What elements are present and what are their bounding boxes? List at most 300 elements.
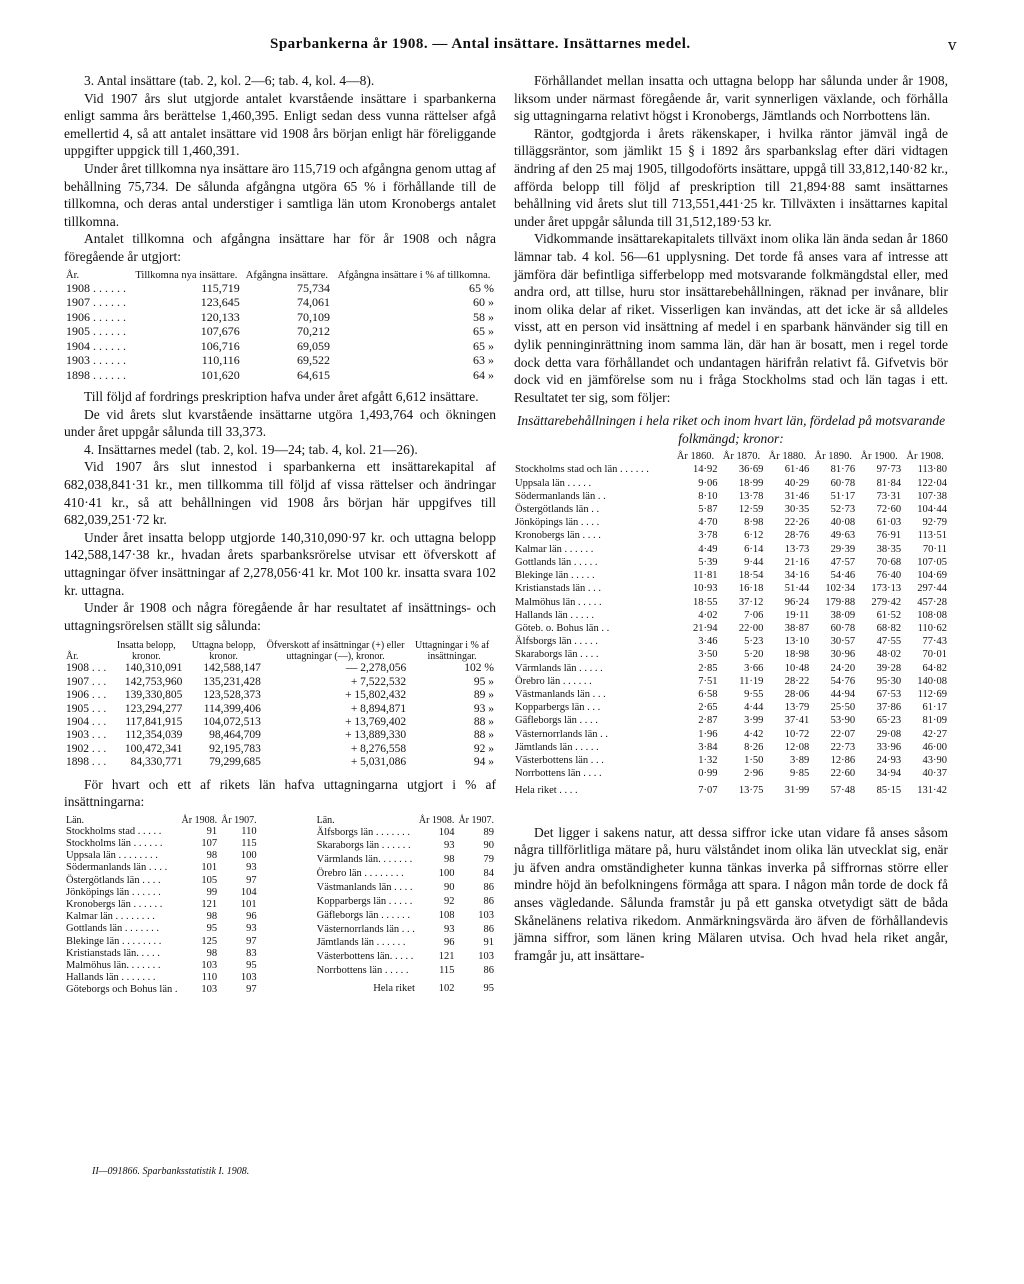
table-cell: 110 (241, 825, 257, 837)
table-cell: 1907 . . . (66, 675, 107, 688)
table-row (514, 767, 948, 780)
table-cell: 39·28 (876, 662, 902, 674)
table-cell: 61·52 (876, 609, 902, 621)
uttag-lan-tables (64, 815, 496, 997)
table-cell: 110 (201, 972, 218, 984)
table-cell: 114,399,406 (203, 702, 261, 715)
table-cell: 81·84 (876, 477, 902, 489)
table-cell: + 8,894,871 (350, 702, 407, 715)
table-cell: 11·19 (739, 675, 764, 687)
table-row (315, 881, 496, 895)
table-cell: 107,676 (200, 324, 240, 339)
table-cell: 38·09 (830, 609, 856, 621)
table-cell: 67·53 (876, 688, 902, 700)
table-cell: 28·76 (784, 530, 810, 542)
table-cell: 1906 . . . (66, 689, 107, 702)
table-cell: 28·06 (784, 688, 810, 700)
table-row (64, 743, 496, 756)
table-cell: 40·37 (922, 768, 947, 780)
table-cell: 93 » (473, 702, 494, 715)
table-cell: 49·63 (830, 530, 856, 542)
table-cell: 1898 . . . . . . (66, 367, 126, 382)
table-cell: 9·85 (790, 768, 810, 780)
table-row (514, 556, 948, 569)
table-row (315, 840, 496, 854)
table-cell: Västmanlands län . . . . (316, 881, 413, 893)
table-cell: 64 » (473, 367, 494, 382)
table-cell: 36·69 (738, 464, 764, 476)
table-cell: 279·42 (871, 596, 902, 608)
table-cell: 61·17 (922, 702, 947, 714)
table-cell: 90 (483, 840, 494, 852)
table-row (514, 675, 948, 688)
table-cell: 9·44 (744, 556, 764, 568)
table-cell: 89 » (473, 689, 494, 702)
table-row (514, 569, 948, 582)
table-row (315, 964, 496, 978)
table-row (64, 887, 259, 899)
table-cell: 9·06 (698, 477, 718, 489)
table-row (64, 716, 496, 729)
table-cell: 70·11 (922, 543, 947, 555)
table-cell: 86 (483, 923, 494, 935)
table-cell: Jönköpings län . . . . . . (66, 886, 161, 898)
total-cell: 102 (438, 983, 455, 995)
table-cell: 86 (483, 965, 494, 977)
table-row (514, 609, 948, 622)
table-row (64, 923, 259, 935)
table-cell: Blekinge län . . . . . . . . (66, 935, 162, 947)
table-row (64, 875, 259, 887)
table-cell: 29·39 (830, 543, 856, 555)
col-header: Öfverskott af insättningar (+) eller uttagningar (—), kronor. (266, 640, 405, 663)
table-cell: 29·08 (876, 728, 902, 740)
table-cell: 4·49 (698, 543, 718, 555)
table-cell: 110,116 (201, 353, 240, 368)
table-cell: 48·02 (876, 649, 902, 661)
table-cell: 73·31 (876, 490, 902, 502)
table-cell: 4·42 (744, 728, 764, 740)
table-cell: 13·79 (784, 702, 810, 714)
table-row (64, 353, 496, 368)
table-cell: 142,588,147 (203, 662, 261, 675)
table-cell: Kalmar län . . . . . . . . (66, 911, 155, 923)
paragraph: Räntor, godtgjorda i årets räkenskaper, i hvilka räntor jämväl ingå de tilläggsräntor, som jämlikt 15 § i 1892 års sparbankslag efter däri vidtagen ändring af den 25 maj 1905, tillgodoförts insättare, uppgå till 33,812,140·82 kr., afförda belopp till följd af preskription till 21,894·88 samt insättarnes behållning vid årets slut till 713,551,441·25 kr. Tillväxten i insättarnes kapital under året uppgår sålunda till 31,512,189·53 kr. (514, 125, 948, 229)
table-row (315, 867, 496, 881)
table-cell: 86 (483, 881, 494, 893)
table-cell: 54·46 (830, 570, 856, 582)
uttag-lan-table-b (315, 815, 496, 997)
table-cell: 65·23 (876, 715, 902, 727)
table-row (64, 310, 496, 325)
col-header: År 1900. (860, 451, 898, 463)
table-cell: Gottlands län . . . . . . . (66, 923, 160, 935)
table-cell: 10·48 (784, 662, 810, 674)
table-cell: Kalmar län . . . . . . (515, 543, 594, 555)
col-header: År. (66, 269, 80, 281)
table-cell: 103 (478, 909, 494, 921)
table-row (315, 826, 496, 840)
table-cell: 6·58 (698, 688, 718, 700)
table-cell: Norrbottens län . . . . (515, 768, 602, 780)
table-row (315, 909, 496, 923)
table-cell: 81·09 (922, 715, 947, 727)
table-cell: 64·82 (922, 662, 947, 674)
table-cell: 2·65 (698, 702, 718, 714)
table-cell: 13·78 (738, 490, 764, 502)
table-cell: 6·12 (744, 530, 764, 542)
table-row (514, 635, 948, 648)
col-header: Uttagna belopp, kronor. (191, 640, 256, 663)
table-cell: 93 (246, 923, 257, 935)
table-cell: 65 » (473, 338, 494, 353)
table-cell: 14·92 (692, 464, 718, 476)
table-cell: 12·08 (784, 741, 810, 753)
table-cell: 8·98 (744, 517, 764, 529)
insattare-table (64, 270, 496, 383)
table-row (64, 899, 259, 911)
table-cell: 69,522 (296, 353, 330, 368)
table-row (64, 984, 259, 996)
table-cell: 98 (206, 947, 218, 959)
table-cell: 22·73 (830, 741, 856, 753)
table-cell: 105 (201, 874, 218, 886)
paragraph: Förhållandet mellan insatta och uttagna belopp har sålunda under år 1908, liksom under närmast föregående år, varit synnerligen växlande, och förhålla sig uttagningarna relativt högst i Kronobergs, Jämtlands och Norrbottens län. (514, 73, 948, 124)
table-row (514, 463, 948, 476)
table-cell: 106,716 (200, 338, 240, 353)
paragraph: Vid 1907 års slut utgjorde antalet kvarstående insättare i sparbankerna enligt samma års berättelse 1,460,395. Enligt sedan dess vunna rättelser afgå emellertid 4, så att antalet insättare vid 1908 års början enligt här föreliggande uppgifter uppgick till 1,460,391. (64, 90, 496, 159)
table-cell: 47·57 (830, 556, 856, 568)
table-cell: 4·44 (744, 702, 764, 714)
table-cell: 79,299,685 (209, 756, 261, 769)
table-cell: 3·84 (698, 741, 718, 753)
table-row (64, 756, 496, 769)
table-cell: 77·43 (922, 636, 947, 648)
table-cell: Jönköpings län . . . . (515, 517, 600, 529)
table-cell: Kristianstads län . . . (515, 583, 602, 595)
table-cell: 70·01 (922, 649, 947, 661)
table-cell: 107 (201, 837, 218, 849)
paragraph: Vid 1907 års slut innestod i sparbankerna ett insättarekapital af 682,038,841·31 kr., men tillkomma till följd af vissa rättelser och ändringar 410·41 kr., så att behållningen vid 1908 års början här uppgifves till 682,039,251·72 kr. (64, 459, 496, 528)
table-cell: Blekinge län . . . . . (515, 570, 595, 582)
table-cell: 95 (246, 960, 257, 972)
table-cell: 115 (439, 965, 455, 977)
table-cell: 76·91 (876, 530, 902, 542)
col-header: År 1880. (768, 451, 806, 463)
table-cell: 22·60 (830, 768, 856, 780)
table-cell: 34·94 (876, 768, 902, 780)
table-cell: 93 (246, 862, 257, 874)
total-cell: 13·75 (738, 785, 764, 797)
table-cell: 47·55 (876, 636, 902, 648)
table-cell: 53·90 (830, 715, 856, 727)
table-cell: 1902 . . . (66, 742, 107, 755)
table-cell: 7·51 (698, 675, 718, 687)
table-row (64, 729, 496, 742)
table-cell: 5·20 (744, 649, 764, 661)
table-cell: 31·46 (784, 490, 810, 502)
table-cell: 25·50 (830, 702, 856, 714)
table-cell: 3·99 (744, 715, 764, 727)
table-cell: 92·79 (922, 517, 947, 529)
table-cell: 24·20 (830, 662, 856, 674)
table-cell: 103 (240, 972, 257, 984)
table-row (514, 503, 948, 516)
table-cell: 3·46 (698, 636, 718, 648)
table-row (514, 662, 948, 675)
table-cell: 125 (201, 935, 218, 947)
table-cell: 95 » (473, 675, 494, 688)
table-cell: 107·38 (917, 490, 947, 502)
table-cell: 69,059 (296, 338, 330, 353)
table-cell: 51·17 (830, 490, 856, 502)
table-cell: 1903 . . . . . . (66, 353, 126, 368)
table-cell: 43·90 (922, 754, 947, 766)
table-cell: 92 (443, 895, 455, 907)
table-cell: 70,109 (296, 309, 330, 324)
table-cell: Södermanlands län . . (515, 490, 606, 502)
table-cell: 7·06 (744, 609, 764, 621)
table-cell: Malmöhus län . . . . . (515, 596, 602, 608)
table-cell: 13·73 (784, 543, 810, 555)
table-cell: 1905 . . . (66, 702, 107, 715)
table-cell: 61·03 (876, 517, 902, 529)
table-cell: Stockholms stad och län . . . . . . (515, 464, 649, 476)
table-cell: 3·50 (698, 649, 718, 661)
total-cell: Hela riket (373, 983, 415, 995)
table-cell: 1903 . . . (66, 729, 107, 742)
table-cell: Värmlands län . . . . . (515, 662, 603, 674)
table-row (315, 937, 496, 951)
table-cell: 110·62 (917, 622, 947, 634)
col-header: År. (66, 651, 79, 663)
page-footer: II—091866. Sparbanksstatistik I. 1908. (92, 1166, 250, 1177)
table-cell: 30·35 (784, 504, 810, 516)
total-cell: Hela riket . . . . (515, 785, 578, 797)
table-cell: 113·80 (917, 464, 947, 476)
paragraph: Under året insatta belopp utgjorde 140,310,090·97 kr. och uttagna belopp 142,588,147·38 kr., hvadan årets sparbanksrörelse utvisar ett öfverskott af uttagningar öfver insättningar af 2,278,056·41 kr. Mot 100 kr. insatta svara 102 kr. uttagna. (64, 529, 496, 598)
table-cell: 83 (246, 947, 257, 959)
table-cell: 8·10 (698, 490, 718, 502)
table-cell: 97 (246, 935, 257, 947)
table-cell: 101 (240, 899, 257, 910)
table-cell: 30·96 (830, 649, 856, 661)
total-cell: 95 (483, 983, 494, 995)
table-row (64, 368, 496, 383)
table-cell: 113·51 (917, 530, 947, 542)
table-row (514, 648, 948, 661)
table-cell: 121 (438, 951, 455, 963)
table-cell: 96 (246, 911, 257, 923)
table-cell: 94 » (473, 756, 494, 769)
table-cell: 96·24 (784, 596, 810, 608)
table-cell: 173·13 (871, 583, 902, 595)
table-cell: 51·44 (784, 583, 810, 595)
table-caption: Insättarebehållningen i hela riket och inom hvart län, fördelad på motsvarande folkmängd; kronor: (516, 413, 946, 446)
table-cell: 103 (478, 951, 494, 963)
table-cell: 2·87 (698, 715, 718, 727)
table-row (64, 324, 496, 339)
table-cell: 4·02 (698, 609, 718, 621)
table-cell: 98 (443, 854, 455, 866)
table-row (64, 281, 496, 296)
table-cell: Örebro län . . . . . . . . (316, 868, 404, 880)
paragraph: Antalet tillkomna och afgångna insättare har för år 1908 och några föregående år utgjort: (64, 231, 496, 264)
table-cell: 140,310,091 (124, 662, 183, 675)
table-cell: Västernorrlands län . . . (316, 923, 415, 935)
table-cell: 60·78 (830, 477, 856, 489)
table-cell: Älfsborgs län . . . . . . . (316, 826, 411, 838)
table-cell: 74,061 (296, 295, 330, 310)
table-row (514, 728, 948, 741)
total-cell: 31·99 (784, 785, 810, 797)
table-cell: 112·69 (917, 688, 947, 700)
table-cell: Östergötlands län . . (515, 504, 600, 516)
table-cell: Stockholms län . . . . . . (66, 837, 163, 849)
table-cell: 81·76 (830, 464, 856, 476)
table-row (64, 295, 496, 310)
col-header: År 1870. (722, 451, 761, 463)
table-row (315, 895, 496, 909)
table-cell: 28·22 (784, 675, 810, 687)
table-cell: 60·78 (830, 622, 856, 634)
table-cell: 112,354,039 (125, 729, 183, 742)
table-cell: 98,464,709 (209, 729, 261, 742)
table-cell: 12·86 (830, 754, 856, 766)
table-row (315, 950, 496, 964)
col-header: År 1908. (418, 814, 455, 826)
table-cell: Östergötlands län . . . . (66, 874, 161, 886)
table-cell: 88 » (473, 715, 494, 728)
table-cell: 97 (246, 874, 257, 886)
table-cell: 63 » (473, 353, 494, 368)
table-cell: 103 (201, 984, 218, 996)
table-cell: 297·44 (917, 583, 947, 595)
table-cell: 38·87 (784, 622, 810, 634)
table-cell: Norrbottens län . . . . . (316, 965, 409, 977)
total-cell: 57·48 (830, 785, 856, 797)
table-cell: 6·14 (744, 543, 764, 555)
table-row (64, 339, 496, 354)
table-row (315, 923, 496, 937)
total-row (315, 978, 496, 997)
table-cell: Kronobergs län . . . . . . (66, 899, 163, 910)
table-cell: 3·66 (744, 662, 764, 674)
col-header: Uttagningar i % af insättningar. (415, 640, 490, 663)
table-row (514, 741, 948, 754)
table-cell: 2·85 (698, 662, 718, 674)
table-cell: 115,719 (201, 280, 240, 295)
table-cell: 88 » (473, 729, 494, 742)
table-cell: 42·27 (922, 728, 947, 740)
col-header: År 1890. (814, 451, 852, 463)
table-cell: 1·32 (698, 754, 718, 766)
paragraph: Under året tillkomna nya insättare äro 115,719 och afgångna genom uttag af behållning 75,734. De sålunda afgångna utgöra 65 % i förhållande till de tillkomna, och deras antal understiger i samtliga län utom Kronobergs antalet tillkomna. (64, 160, 496, 229)
table-cell: 10·93 (692, 583, 718, 595)
table-cell: 102·34 (825, 583, 856, 595)
col-header: Län. (316, 814, 335, 826)
paragraph: Det ligger i sakens natur, att dessa siffror icke utan vidare få anses såsom några tillförlitliga mätare på, huru välståndet inom olika län utvecklat sig, enär ju äfven andra omständigheter kunna tänkas inverka på siffrornas större eller mindre höjd än befolkningens förmåga att spara. I någon mån torde de dock få anses vägledande. Sålunda framstår ju på ett ganska otvetydigt sätt de båda Skånelänens relativa rikedom. Anmärkningsvärda äro äfven de förhållandevis jämna siffror, som länen kring Mälaren utvisa. Och hvad hela riket angår, framgår ju, att insättare- (514, 824, 948, 963)
table-cell: 108 (438, 909, 455, 921)
table-cell: 457·28 (917, 596, 947, 608)
table-cell: 104 (240, 886, 257, 898)
table-cell: 1·96 (698, 728, 718, 740)
table-cell: 101,620 (200, 367, 240, 382)
table-cell: 8·26 (744, 741, 764, 753)
table-cell: 65 % (469, 280, 494, 295)
table-cell: Kopparbergs län . . . (515, 702, 601, 714)
table-cell: 3·89 (790, 754, 810, 766)
table-row (64, 689, 496, 702)
table-cell: 95 (206, 923, 218, 935)
total-cell: 7·07 (698, 785, 718, 797)
table-cell: 22·07 (830, 728, 856, 740)
table-cell: 1898 . . . (66, 756, 107, 769)
table-cell: 65 » (473, 324, 494, 339)
table-cell: 139,330,805 (124, 689, 183, 702)
table-cell: Örebro län . . . . . . (515, 675, 592, 687)
table-row (514, 490, 948, 503)
table-row (64, 936, 259, 948)
table-cell: 1906 . . . . . . (66, 309, 126, 324)
table-row (64, 911, 259, 923)
table-cell: 122·04 (917, 477, 947, 489)
table-cell: 68·82 (876, 622, 902, 634)
table-cell: — 2,278,056 (345, 662, 407, 675)
page-number: v (948, 36, 957, 54)
table-cell: 97·73 (876, 464, 902, 476)
table-cell: + 5,031,086 (350, 756, 407, 769)
table-cell: 103 (201, 960, 218, 972)
table-cell: 13·10 (784, 636, 810, 648)
table-cell: 1904 . . . . . . (66, 338, 126, 353)
table-cell: Malmöhus län. . . . . . . (66, 960, 161, 972)
table-cell: Västernorrlands län . . (515, 728, 609, 740)
page-header-title: Sparbankerna år 1908. — Antal insättare. Insättarnes medel. (270, 36, 691, 52)
table-cell: 100,472,341 (124, 742, 183, 755)
table-cell: 54·76 (830, 675, 856, 687)
table-cell: 34·16 (784, 570, 810, 582)
table-cell: 142,753,960 (124, 675, 183, 688)
table-cell: 107·05 (917, 556, 947, 568)
paragraph: För hvart och ett af rikets län hafva uttagningarna utgjort i % af insättningarna: (64, 776, 496, 810)
table-cell: Gäfleborgs län . . . . . . (316, 909, 411, 921)
table-cell: 102 % (464, 662, 494, 675)
table-row (514, 596, 948, 609)
table-cell: 104 (438, 826, 455, 838)
table-row (64, 862, 259, 874)
table-cell: 5·23 (744, 636, 764, 648)
table-cell: 86 (483, 895, 494, 907)
table-cell: 18·55 (692, 596, 718, 608)
col-header: Afgångna insättare. (245, 269, 328, 281)
table-cell: 11·81 (693, 570, 718, 582)
table-cell: Kopparbergs län . . . . . (316, 895, 413, 907)
table-cell: Jämtlands län . . . . . . (316, 937, 406, 949)
table-row (514, 754, 948, 767)
table-row (514, 622, 948, 635)
table-cell: 98 (206, 850, 218, 862)
col-header: År 1907. (221, 814, 257, 826)
table-cell: 10·72 (784, 728, 810, 740)
table-row (514, 582, 948, 595)
table-cell: 9·55 (744, 688, 764, 700)
table-cell: 44·94 (830, 688, 856, 700)
table-cell: Värmlands län. . . . . . . (316, 854, 413, 866)
table-cell: 76·40 (876, 570, 902, 582)
table-cell: 117,841,915 (125, 715, 183, 728)
table-row (64, 972, 259, 984)
